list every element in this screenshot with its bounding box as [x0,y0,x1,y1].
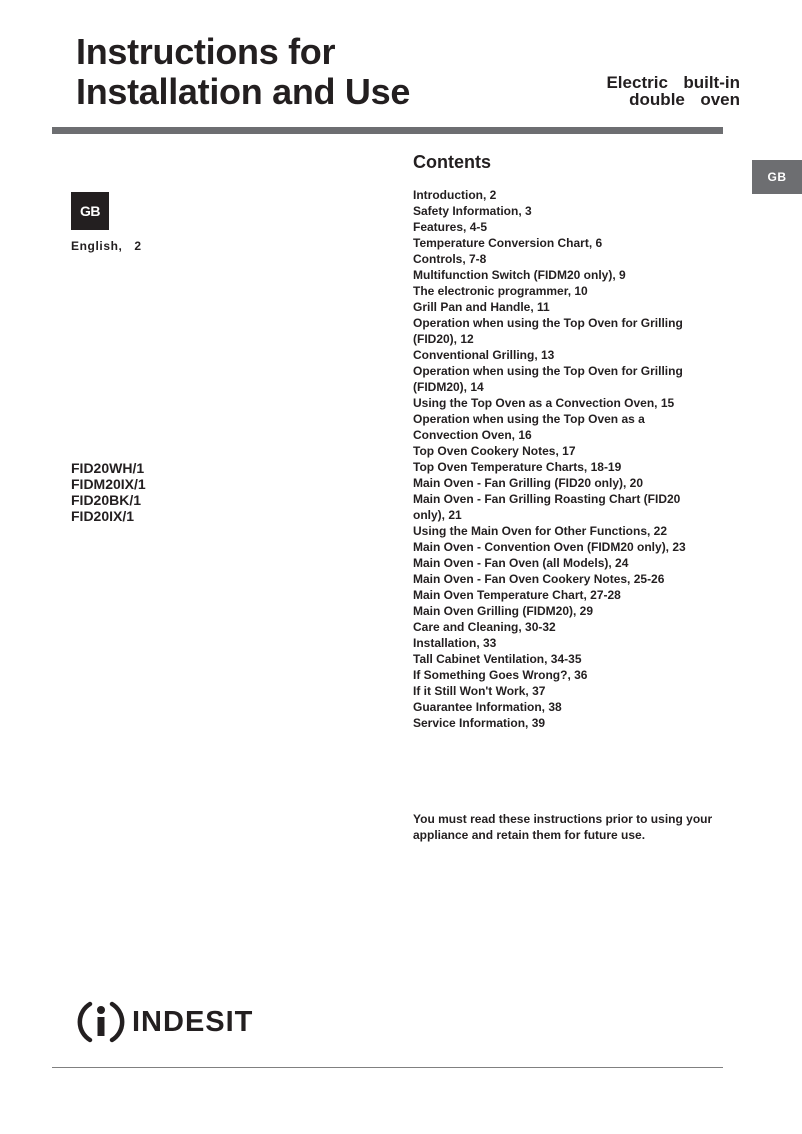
model-item: FIDM20IX/1 [71,476,146,492]
usage-notice: You must read these instructions prior to using your appliance and retain them for future use. [413,812,713,842]
toc-entry: Using the Top Oven as a Convection Oven, 15 [413,396,675,410]
indesit-logo-icon [76,997,126,1047]
toc-entry: Operation when using the Top Oven for Grilling (FIDM20), 14 [413,364,683,394]
toc-entry: Conventional Grilling, 13 [413,348,555,362]
toc-entry: Guarantee Information, 38 [413,700,562,714]
model-item: FID20IX/1 [71,508,135,524]
toc-entry: Main Oven - Fan Grilling (FID20 only), 20 [413,476,644,490]
subtitle-line-1: Electric built-in [606,73,740,92]
header-divider [52,127,723,134]
product-subtitle [606,74,740,108]
contents-heading: Contents [413,152,491,172]
toc-entry: Multifunction Switch (FIDM20 only), 9 [413,268,626,282]
toc-entry: Top Oven Cookery Notes, 17 [413,444,576,458]
toc-entry: Introduction, 2 [413,188,497,202]
toc-entry: Main Oven - Fan Oven (all Models), 24 [413,556,629,570]
toc-entry: Main Oven Grilling (FIDM20), 29 [413,604,594,618]
toc-entry: If Something Goes Wrong?, 36 [413,668,588,682]
toc-entry: Features, 4-5 [413,220,488,234]
toc-entry: Using the Main Oven for Other Functions, 22 [413,524,668,538]
toc-entry: Main Oven - Fan Oven Cookery Notes, 25-26 [413,572,665,586]
toc-entry: The electronic programmer, 10 [413,284,588,298]
title-line-1: Instructions for [76,31,336,72]
language-box: GB [71,192,109,230]
toc-entry: Operation when using the Top Oven for Grilling (FID20), 12 [413,316,683,346]
toc-entry: Installation, 33 [413,636,497,650]
toc-entry: Main Oven Temperature Chart, 27-28 [413,588,621,602]
toc-entry: Tall Cabinet Ventilation, 34-35 [413,652,582,666]
model-list [71,460,146,524]
toc-entry: Grill Pan and Handle, 11 [413,300,550,314]
language-label: English, 2 [71,239,142,253]
toc-entry: Care and Cleaning, 30-32 [413,620,556,634]
brand-logo [76,997,253,1047]
subtitle-line-2: double oven [629,90,740,109]
model-item: FID20BK/1 [71,492,142,508]
table-of-contents [413,187,713,731]
page-title [76,32,410,112]
toc-entry: Main Oven - Fan Grilling Roasting Chart (FID20 only), 21 [413,492,681,522]
toc-entry: Service Information, 39 [413,716,546,730]
brand-name: INDESIT [132,1005,254,1038]
toc-entry: Controls, 7-8 [413,252,487,266]
toc-entry: Main Oven - Convention Oven (FIDM20 only), 23 [413,540,686,554]
footer-divider [52,1067,723,1068]
toc-entry: Operation when using the Top Oven as a Convection Oven, 16 [413,412,645,442]
toc-entry: Safety Information, 3 [413,204,532,218]
title-line-2: Installation and Use [76,71,411,112]
toc-entry: Temperature Conversion Chart, 6 [413,236,603,250]
toc-entry: If it Still Won't Work, 37 [413,684,546,698]
toc-entry: Top Oven Temperature Charts, 18-19 [413,460,622,474]
language-tab: GB [752,160,802,194]
model-item: FID20WH/1 [71,460,145,476]
